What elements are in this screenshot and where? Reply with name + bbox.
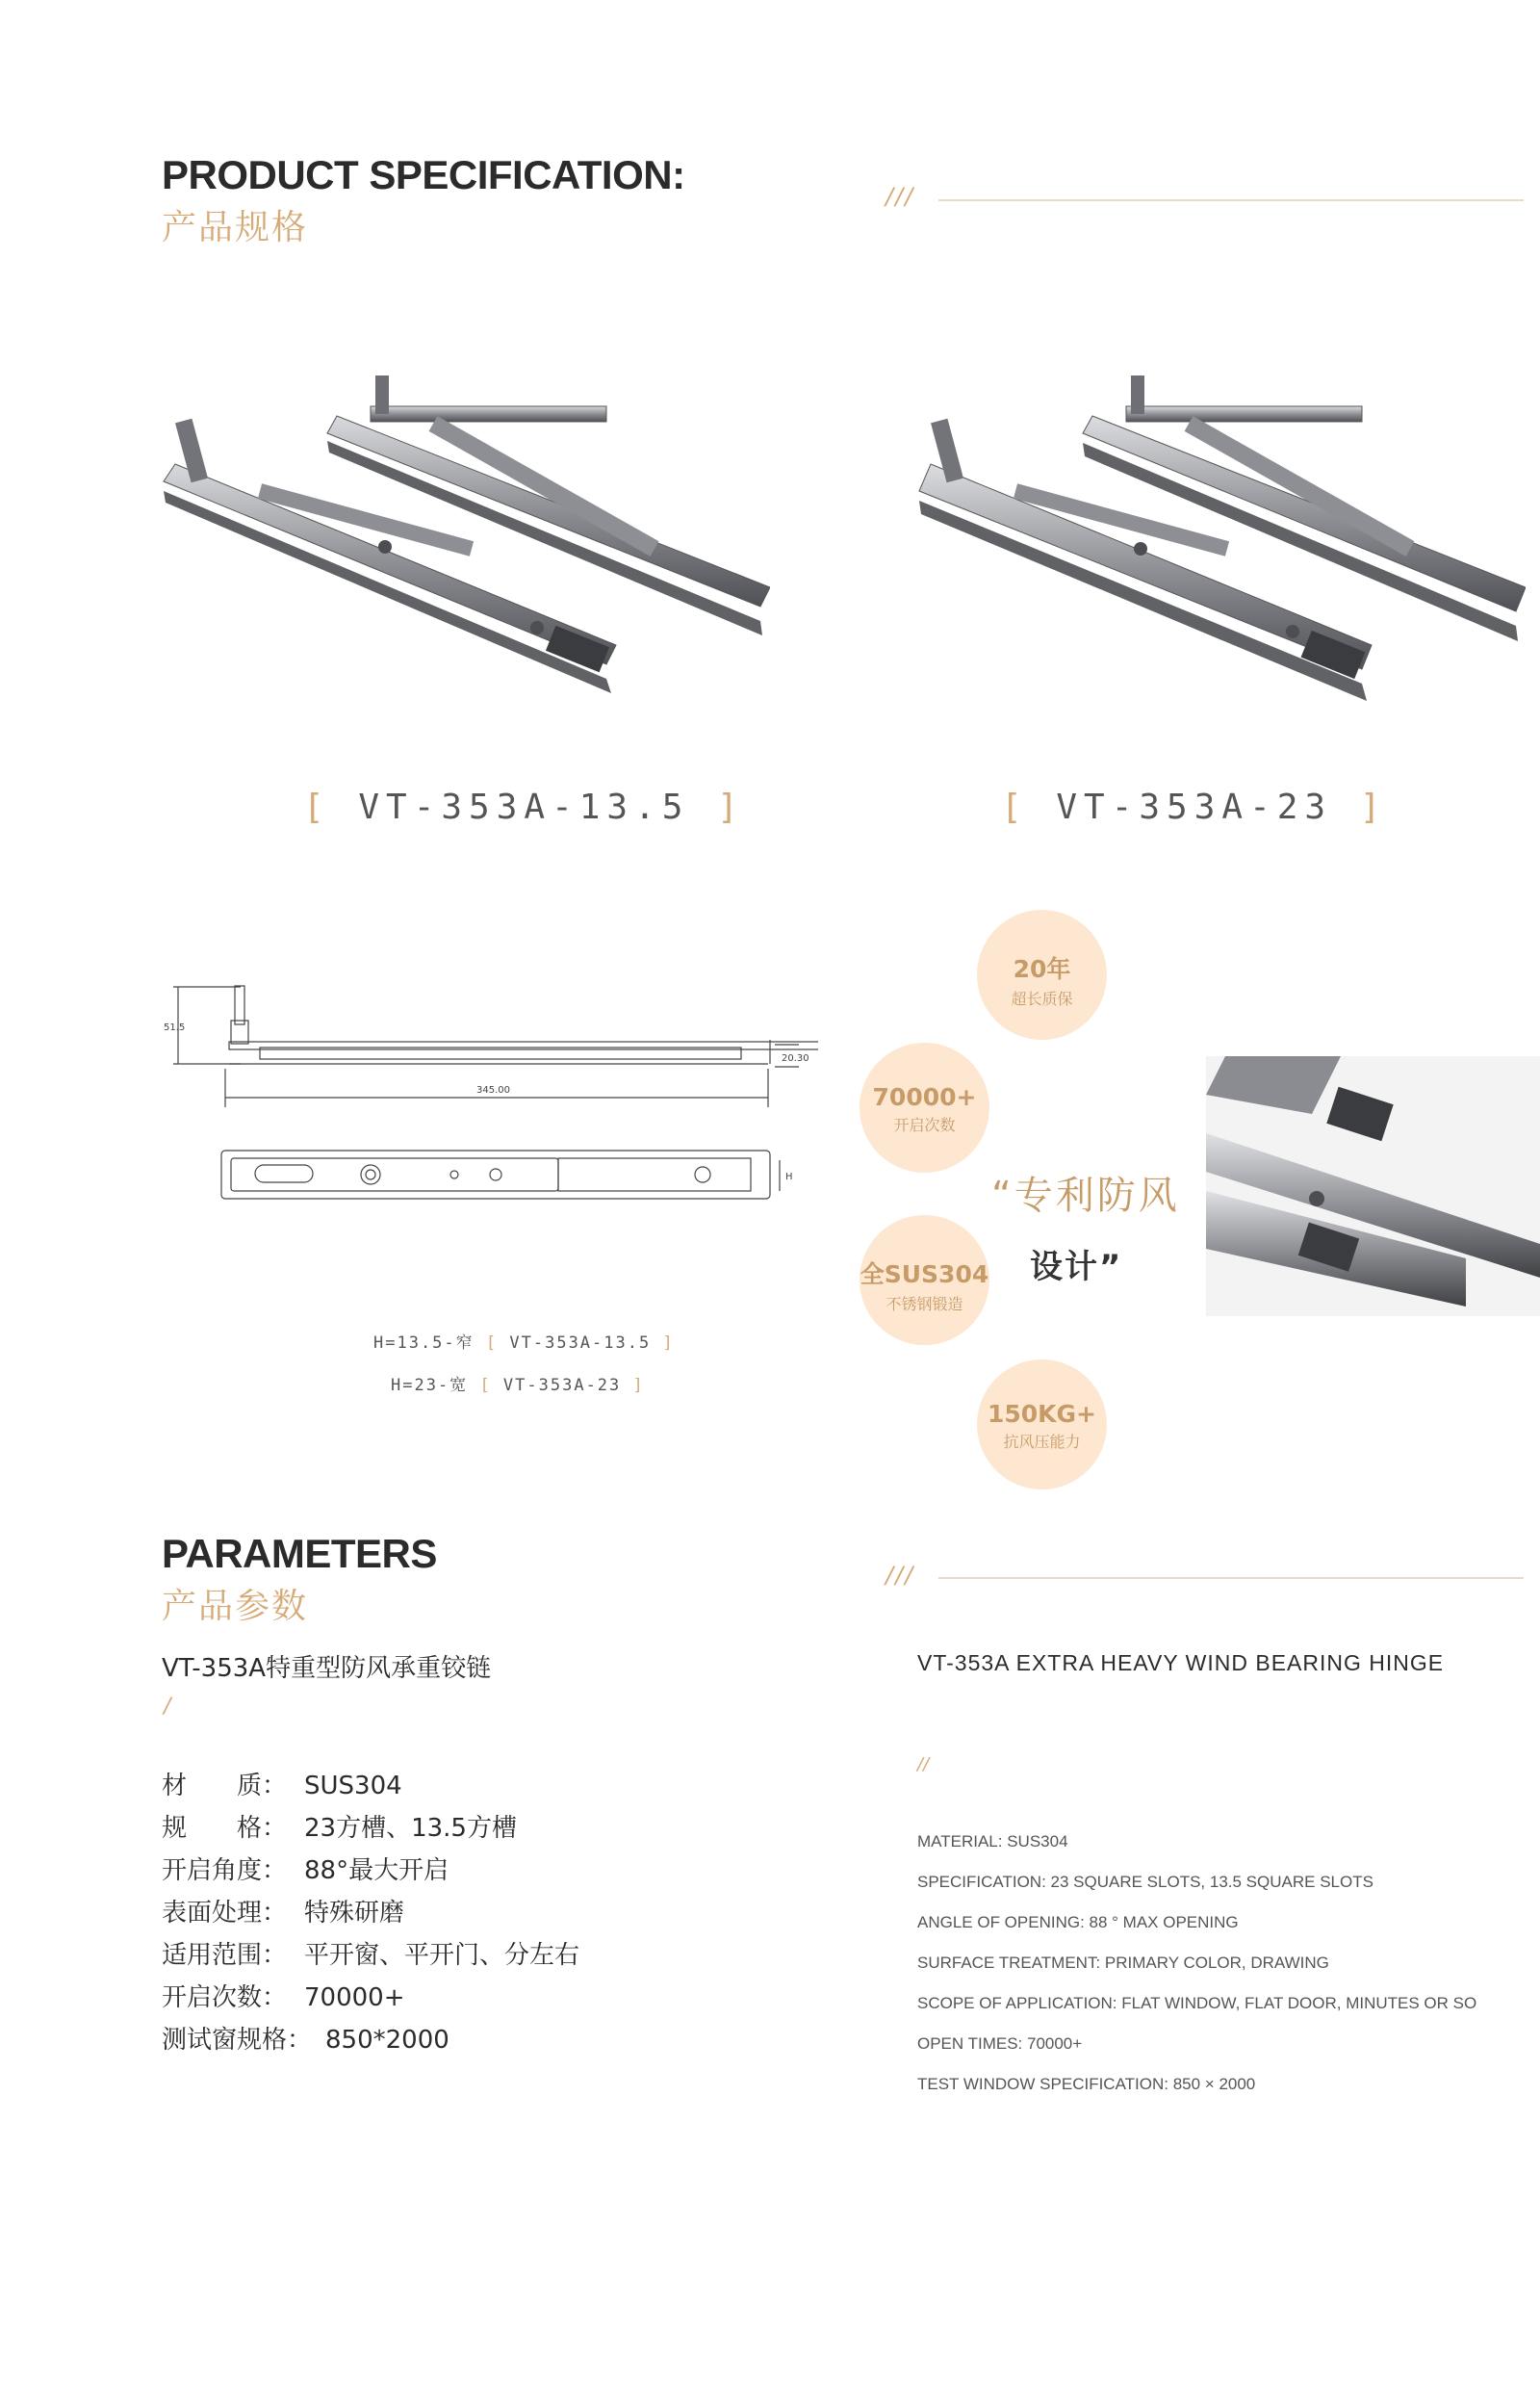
model-label-23: [1001, 788, 1387, 827]
slogan-line-1: “专利防风: [991, 1174, 1180, 1218]
params-slash-en: //: [917, 1754, 930, 1774]
params-slash-cn: /: [164, 1695, 171, 1719]
param-row-angle: [162, 1851, 449, 1886]
dim-h: H: [785, 1172, 793, 1182]
h-label-prefix: H=23-宽: [391, 1376, 469, 1395]
hinge-photo-13-5: [154, 356, 770, 703]
slogan-line-2: 设计”: [1030, 1248, 1123, 1286]
param-en-open-times: OPEN TIMES: 70000+: [917, 2034, 1083, 2053]
params-title-cn: 产品参数: [162, 1587, 309, 1626]
bracket-open: [: [303, 788, 359, 827]
param-row-test-window: [162, 2020, 449, 2056]
feature-warranty: [977, 910, 1107, 1040]
dim-length: 345.00: [476, 1085, 510, 1096]
param-key: 开启角度：: [162, 1856, 288, 1885]
param-en-surface: SURFACE TREATMENT: PRIMARY COLOR, DRAWING: [917, 1954, 1329, 1972]
param-value: 特殊研磨: [304, 1899, 405, 1928]
model-name: VT-353A-23: [1056, 788, 1333, 827]
param-key: 材 质：: [162, 1772, 288, 1800]
param-value: 平开窗、平开门、分左右: [304, 1941, 580, 1970]
bracket-close: ]: [632, 1376, 645, 1395]
param-row-material: [162, 1766, 402, 1801]
product-name-cn: VT-353A特重型防风承重铰链: [162, 1654, 492, 1683]
bracket-open: [: [479, 1376, 503, 1395]
feature-big: 20年: [1013, 955, 1071, 983]
param-en-material: MATERIAL: SUS304: [917, 1832, 1068, 1851]
param-key: 规 格：: [162, 1814, 288, 1843]
param-en-spec: SPECIFICATION: 23 SQUARE SLOTS, 13.5 SQUARE SLOTS: [917, 1873, 1373, 1891]
h-label-23: [391, 1371, 645, 1395]
feature-big: 70000+: [872, 1083, 977, 1111]
model-label-13-5: [303, 788, 745, 827]
bracket-open: [: [485, 1333, 510, 1353]
h-label-13-5: [373, 1329, 675, 1353]
hinge-closeup-photo: [1206, 1056, 1540, 1316]
param-value: 88°最大开启: [304, 1856, 449, 1885]
feature-big: 全SUS304: [860, 1260, 989, 1288]
param-row-surface: [162, 1893, 404, 1928]
param-en-angle: ANGLE OF OPENING: 88 ° MAX OPENING: [917, 1913, 1239, 1931]
param-key: 测试窗规格：: [162, 2026, 313, 2055]
dim-side: 20.30: [782, 1053, 809, 1064]
spec-deco-slashes: ///: [886, 183, 915, 210]
params-title-en: PARAMETERS: [162, 1531, 437, 1576]
h-label-prefix: H=13.5-窄: [373, 1333, 475, 1353]
params-deco-slashes: ///: [886, 1562, 915, 1589]
param-key: 表面处理：: [162, 1899, 288, 1928]
param-en-scope: SCOPE OF APPLICATION: FLAT WINDOW, FLAT DOOR, MINUTES OR SO: [917, 1994, 1477, 2012]
bracket-close: ]: [1359, 788, 1388, 827]
feature-wind-pressure: [977, 1359, 1107, 1489]
feature-small: 超长质保: [1011, 990, 1073, 1008]
spec-title-cn: 产品规格: [162, 208, 309, 247]
feature-small: 不锈钢锻造: [886, 1295, 963, 1313]
param-value: SUS304: [304, 1772, 402, 1800]
param-row-spec: [162, 1808, 517, 1844]
hinge-photo-23: [910, 356, 1526, 703]
feature-big: 150KG+: [987, 1400, 1097, 1428]
param-value: 850*2000: [325, 2026, 449, 2055]
param-row-scope: [162, 1935, 579, 1971]
feature-material: [860, 1215, 989, 1345]
h-label-model: VT-353A-13.5: [509, 1333, 652, 1353]
technical-drawing: [164, 972, 818, 1213]
param-key: 适用范围：: [162, 1941, 288, 1970]
param-value: 70000+: [304, 1983, 405, 2012]
param-row-open-times: [162, 1978, 405, 2013]
feature-open-times: [860, 1043, 989, 1173]
param-en-test-window: TEST WINDOW SPECIFICATION: 850 × 2000: [917, 2075, 1256, 2093]
feature-small: 抗风压能力: [1003, 1433, 1081, 1451]
model-name: VT-353A-13.5: [358, 788, 690, 827]
product-name-en: VT-353A EXTRA HEAVY WIND BEARING HINGE: [917, 1650, 1445, 1675]
bracket-close: ]: [662, 1333, 675, 1353]
bracket-close: ]: [717, 788, 745, 827]
bracket-open: [: [1001, 788, 1057, 827]
spec-title-en: PRODUCT SPECIFICATION:: [162, 152, 685, 197]
params-divider: [938, 1577, 1524, 1579]
param-key: 开启次数：: [162, 1983, 288, 2012]
param-value: 23方槽、13.5方槽: [304, 1814, 517, 1843]
dim-height: 51.5: [164, 1022, 186, 1033]
h-label-model: VT-353A-23: [502, 1376, 622, 1395]
feature-small: 开启次数: [893, 1116, 956, 1134]
spec-divider: [938, 199, 1524, 201]
